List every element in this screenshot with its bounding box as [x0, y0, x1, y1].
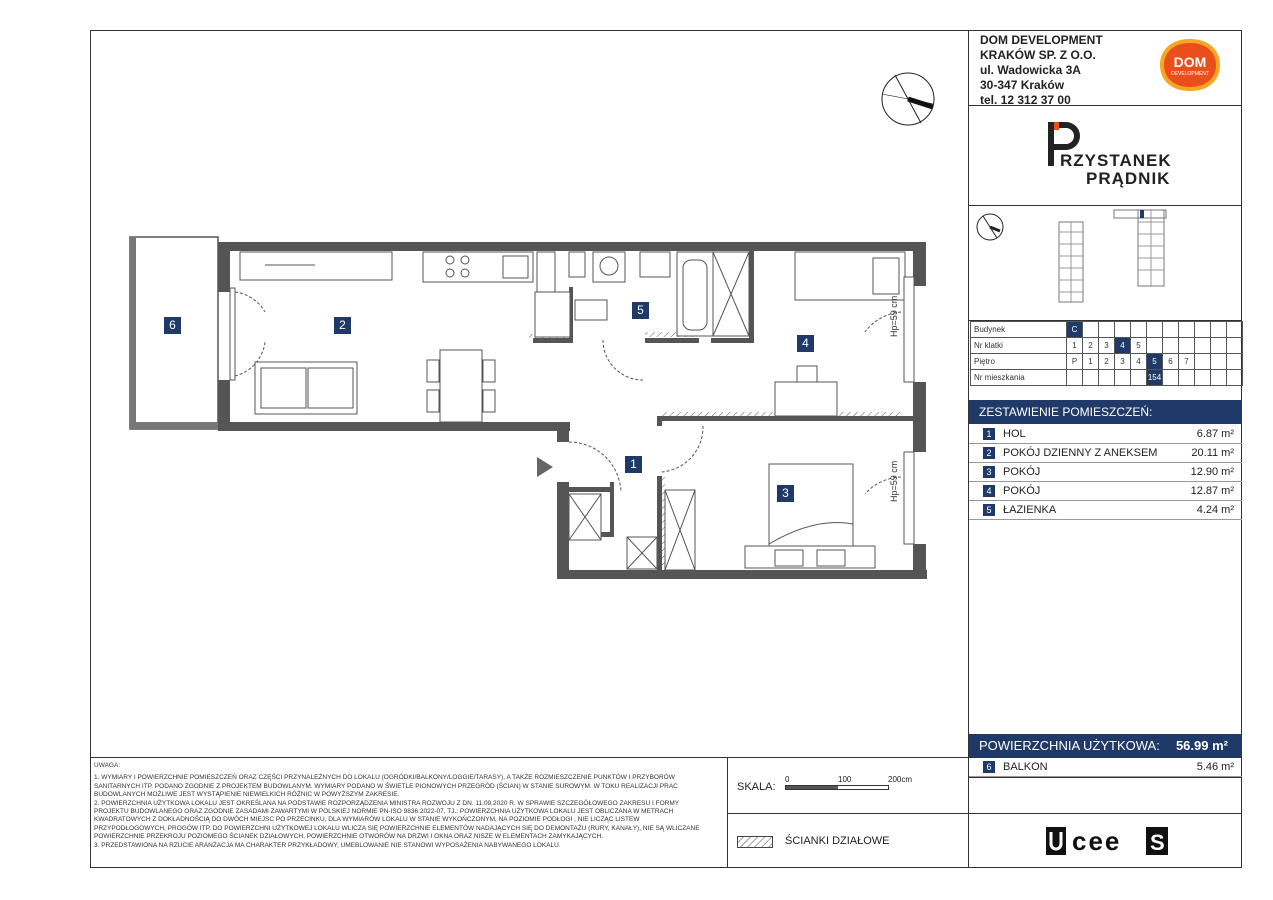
- location-grid-cell: 1: [1083, 354, 1099, 370]
- divider: [969, 777, 1242, 778]
- notes-title: UWAGA:: [94, 762, 121, 769]
- compass-small-icon: [975, 212, 1005, 242]
- location-grid-cell: [1211, 322, 1227, 338]
- location-grid-cell: [1211, 354, 1227, 370]
- location-grid-cell: 154: [1147, 370, 1163, 386]
- location-grid-cell: 2: [1083, 338, 1099, 354]
- room-name: HOL: [1003, 428, 1026, 440]
- room-label-6: 6: [164, 317, 181, 334]
- location-grid-cell: 5: [1131, 338, 1147, 354]
- room-name: POKÓJ: [1003, 485, 1041, 497]
- divider: [969, 813, 1242, 814]
- location-grid-cell: [1067, 370, 1083, 386]
- location-grid-cell: [1083, 322, 1099, 338]
- room-row: [969, 501, 1242, 520]
- room-area: 20.11 m²: [1191, 447, 1234, 459]
- notes-p1: 1. WYMIARY I POWIERZCHNIE POMIESZCZEŃ ORAZ CZĘŚCI PRZYNALEŻNYCH DO LOKALU (OGRÓDKI/BALKONY/LOGGIE/TARASY), A TAKŻE ROZMIESZCZENIE PUNKTÓW I PRZYBORÓW SANITARNYCH ITP. PODANO ZGODNIE Z PROJEKTEM BUDOWLANYM. WYMIARY PODANO W ŚWIETLE PIONOWYCH PRZEGRÓD (ŚCIAN) W STANIE SUROWYM. W TOKU REALIZACJI PRAC BUDOWLANYCH MOŻLIWE JEST WYSTĄPIENIE NIEWIELKICH RÓŻNIC W POWYŻSZYM ZAKRESIE.: [94, 774, 678, 799]
- location-grid-cell: [1099, 370, 1115, 386]
- location-grid-cell: [1083, 370, 1099, 386]
- hatch-legend-icon: [737, 835, 773, 847]
- balcony-area: 5.46 m²: [1196, 761, 1234, 773]
- ceiling-note: Hp=59 cm: [889, 295, 899, 337]
- location-grid-cell: 6: [1163, 354, 1179, 370]
- location-grid-row: [971, 322, 1243, 338]
- company-phone: tel. 12 312 37 00: [980, 93, 1071, 107]
- location-grid-cell: [1147, 338, 1163, 354]
- location-grid-cell: [1211, 370, 1227, 386]
- room-area: 4.24 m²: [1196, 504, 1234, 516]
- location-grid-label: Budynek: [971, 322, 1067, 338]
- location-grid-label: Nr klatki: [971, 338, 1067, 354]
- location-grid-label: Nr mieszkania: [971, 370, 1067, 386]
- room-name: POKÓJ DZIENNY Z ANEKSEM: [1003, 447, 1158, 459]
- company-name: DOM DEVELOPMENT: [980, 33, 1103, 47]
- location-grid-cell: 3: [1115, 354, 1131, 370]
- location-grid-cell: 1: [1067, 338, 1083, 354]
- company-city: 30-347 Kraków: [980, 78, 1065, 92]
- location-grid-cell: [1179, 322, 1195, 338]
- location-grid-cell: [1115, 370, 1131, 386]
- room-row: [969, 482, 1242, 501]
- ucees-logo: [1046, 827, 1170, 855]
- location-grid-cell: 5: [1147, 354, 1163, 370]
- scale-tick-200: 200cm: [888, 775, 913, 784]
- location-grid-cell: [1163, 370, 1179, 386]
- svg-text:S: S: [1150, 830, 1165, 855]
- room-area: 6.87 m²: [1196, 428, 1234, 440]
- location-grid-cell: [1163, 338, 1179, 354]
- logo-text-bottom: DEVELOPMENT: [1171, 71, 1209, 77]
- balcony-name: BALKON: [1003, 761, 1048, 773]
- location-grid-cell: 4: [1115, 338, 1131, 354]
- location-grid-cell: [1131, 322, 1147, 338]
- room-label-5: 5: [632, 302, 649, 319]
- location-grid-cell: [1179, 370, 1195, 386]
- floor-plan: [125, 232, 935, 584]
- project-line1: RZYSTANEK: [1060, 151, 1172, 170]
- location-grid-label: Piętro: [971, 354, 1067, 370]
- building-thumbnail-highlighted: [1110, 208, 1170, 288]
- notes: [94, 762, 712, 850]
- location-grid-row: [971, 354, 1243, 370]
- location-grid-cell: [1195, 322, 1211, 338]
- total-area: [969, 734, 1242, 758]
- location-grid-row: [971, 370, 1243, 386]
- total-value: 56.99 m²: [1175, 738, 1228, 753]
- location-grid-cell: [1195, 370, 1211, 386]
- company-info: [980, 33, 1103, 108]
- balcony-num: 6: [983, 761, 995, 773]
- location-grid-cell: [1227, 322, 1243, 338]
- location-grid-cell: [1163, 322, 1179, 338]
- room-row: [969, 463, 1242, 482]
- location-grid-cell: 7: [1179, 354, 1195, 370]
- location-grid-cell: [1115, 322, 1131, 338]
- company-entity: KRAKÓW SP. Z O.O.: [980, 48, 1096, 62]
- notes-p2: 2. POWIERZCHNIA UŻYTKOWA LOKALU JEST OKREŚLANA NA PODSTAWIE ROZPORZĄDZENIA MINISTRA ROZWOJU Z DN. 11.09.2020 R. W SPRAWIE SZCZEGÓŁOWEGO ZAKRESU I FORMY PROJEKTU BUDOWLANEGO ORAZ ZGODNIE ZASADAMI ZAWARTYMI W POLSKIEJ NORMIE PN-ISO 9836:2022-07, TJ.: POWIERZCHNIA UŻYTKOWA LOKALU JEST OBLICZANA W METRACH KWADRATOWYCH Z DOKŁADNOŚCIĄ DO DWÓCH MIEJSC PO PRZECINKU, DLA WYMIARÓW LOKALU W STANIE WYKOŃCZONYM, NA POZIOMIE PODŁOGI , NIE LICZĄC LISTEW PRZYPODŁOGOWYCH, PROGÓW ITP. DO POWIERZCHNI UŻYTKOWEJ LOKALU WLICZA SIĘ POWIERZCHNIE ELEMENTÓW NADAJĄCYCH SIĘ DO DEMONTAŻU (RURY, KANAŁY), NIE SĄ WLICZANE POWIERZCHNIE PRZEKROJU POZIOMEGO ŚCIANEK DZIAŁOWYCH, POWIERZCHNIE OTWORÓW NA DRZWI I OKNA ORAZ NISZE W ELEMENTACH ZAMYKAJĄCYCH.: [94, 799, 700, 841]
- location-grid-cell: [1179, 338, 1195, 354]
- location-grid-cell: 4: [1131, 354, 1147, 370]
- rooms-heading: ZESTAWIENIE POMIESZCZEŃ:: [969, 400, 1242, 424]
- room-number: 2: [983, 447, 995, 459]
- logo-text-top: DOM: [1173, 54, 1207, 70]
- room-name: ŁAZIENKA: [1003, 504, 1057, 516]
- scale-tick-100: 100: [838, 775, 852, 784]
- room-row: [969, 444, 1242, 463]
- room-row: [969, 425, 1242, 444]
- balcony-row: [969, 758, 1242, 777]
- location-grid-cell: [1147, 322, 1163, 338]
- location-grid-cell: [1195, 354, 1211, 370]
- location-grid-cell: [1211, 338, 1227, 354]
- location-grid-cell: 3: [1099, 338, 1115, 354]
- company-street: ul. Wadowicka 3A: [980, 63, 1081, 77]
- svg-text:cee: cee: [1072, 827, 1122, 855]
- location-grid-cell: [1099, 322, 1115, 338]
- notes-p3: 3. PRZEDSTAWIONA NA RZUCIE ARANŻACJA MA CHARAKTER PRZYKŁADOWY, UMEBLOWANIE NIE STANOWI WYPOSAŻENIA NABYWANEGO LOKALU.: [94, 841, 561, 849]
- room-area: 12.90 m²: [1190, 466, 1234, 478]
- room-number: 5: [983, 504, 995, 516]
- room-number: 4: [983, 485, 995, 497]
- location-grid-cell: [1227, 338, 1243, 354]
- divider: [969, 205, 1242, 206]
- room-label-3: 3: [777, 485, 794, 502]
- location-grid-cell: 2: [1099, 354, 1115, 370]
- project-line2: PRĄDNIK: [1086, 169, 1171, 188]
- location-grid-cell: [1227, 370, 1243, 386]
- scale-label: SKALA:: [737, 781, 776, 793]
- dom-development-logo: [1158, 37, 1222, 93]
- room-area: 12.87 m²: [1190, 485, 1234, 497]
- legend-label: ŚCIANKI DZIAŁOWE: [785, 835, 890, 847]
- location-grid: [970, 321, 1243, 386]
- room-number: 1: [983, 428, 995, 440]
- room-name: POKÓJ: [1003, 466, 1041, 478]
- divider: [727, 813, 969, 814]
- location-grid-cell: P: [1067, 354, 1083, 370]
- room-label-4: 4: [797, 335, 814, 352]
- project-logo: [1046, 120, 1176, 190]
- room-label-1: 1: [625, 456, 642, 473]
- location-grid-cell: [1131, 370, 1147, 386]
- total-label: POWIERZCHNIA UŻYTKOWA:: [979, 738, 1160, 753]
- location-grid-row: [971, 338, 1243, 354]
- scale-tick-0: 0: [785, 775, 790, 784]
- ceiling-note: Hp=59 cm: [889, 460, 899, 502]
- location-grid-cell: [1195, 338, 1211, 354]
- room-number: 3: [983, 466, 995, 478]
- compass-icon: [879, 70, 937, 128]
- location-grid-cell: C: [1067, 322, 1083, 338]
- room-label-2: 2: [334, 317, 351, 334]
- building-thumbnail: [1055, 220, 1087, 305]
- location-grid-cell: [1227, 354, 1243, 370]
- scale-bar: [785, 785, 889, 790]
